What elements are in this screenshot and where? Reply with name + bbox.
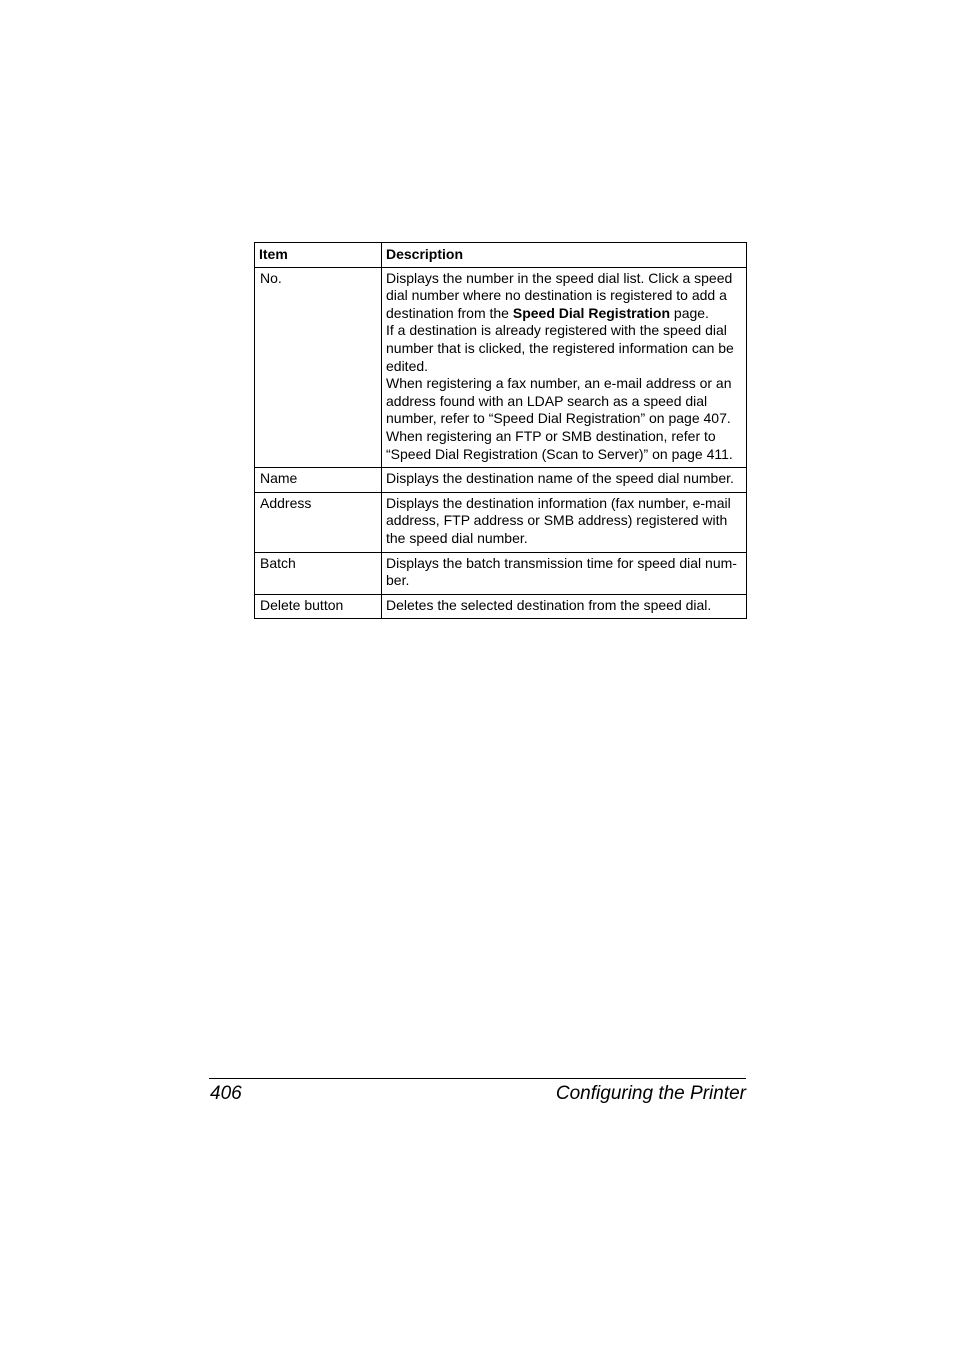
description-cell: Displays the destination name of the speed dial number. <box>382 468 747 493</box>
speed-dial-registration-term: Speed Dial Registration <box>512 304 671 321</box>
description-paragraph: When registering an FTP or SMB destination, refer to “Speed Dial Registration (Scan to Server)” on page 411. <box>386 427 733 462</box>
description-cell <box>382 267 747 468</box>
footer-divider <box>209 1078 746 1079</box>
description-text: Displays the number in the speed dial list. Click a speed dial number where no destination is registered to add a destination from the <box>386 269 733 321</box>
chapter-title: Configuring the Printer <box>555 1083 746 1104</box>
description-cell: Displays the batch transmission time for speed dial num-ber. <box>382 552 747 594</box>
description-text: page. <box>670 304 709 321</box>
description-paragraph: When registering a fax number, an e-mail address or an address found with an LDAP search as a speed dial number, refer to “Speed Dial Registration” on page 407. <box>386 375 732 427</box>
table-header-row <box>255 243 747 268</box>
item-cell: Delete button <box>255 594 382 619</box>
table-row <box>255 594 747 619</box>
table-row <box>255 468 747 493</box>
description-cell: Deletes the selected destination from the speed dial. <box>382 594 747 619</box>
table-row <box>255 492 747 552</box>
header-description: Description <box>382 243 747 268</box>
table-row <box>255 267 747 468</box>
table-row <box>255 552 747 594</box>
description-paragraph <box>386 270 742 323</box>
description-cell: Displays the destination information (fax number, e-mail address, FTP address or SMB address) registered with the speed dial number. <box>382 492 747 552</box>
description-paragraph: If a destination is already registered with the speed dial number that is clicked, the registered information can be edited. <box>386 322 734 374</box>
item-cell: No. <box>255 267 382 468</box>
header-item: Item <box>255 243 382 268</box>
page-number: 406 <box>210 1083 242 1104</box>
item-cell: Batch <box>255 552 382 594</box>
item-cell: Address <box>255 492 382 552</box>
item-description-table <box>254 242 747 619</box>
item-cell: Name <box>255 468 382 493</box>
